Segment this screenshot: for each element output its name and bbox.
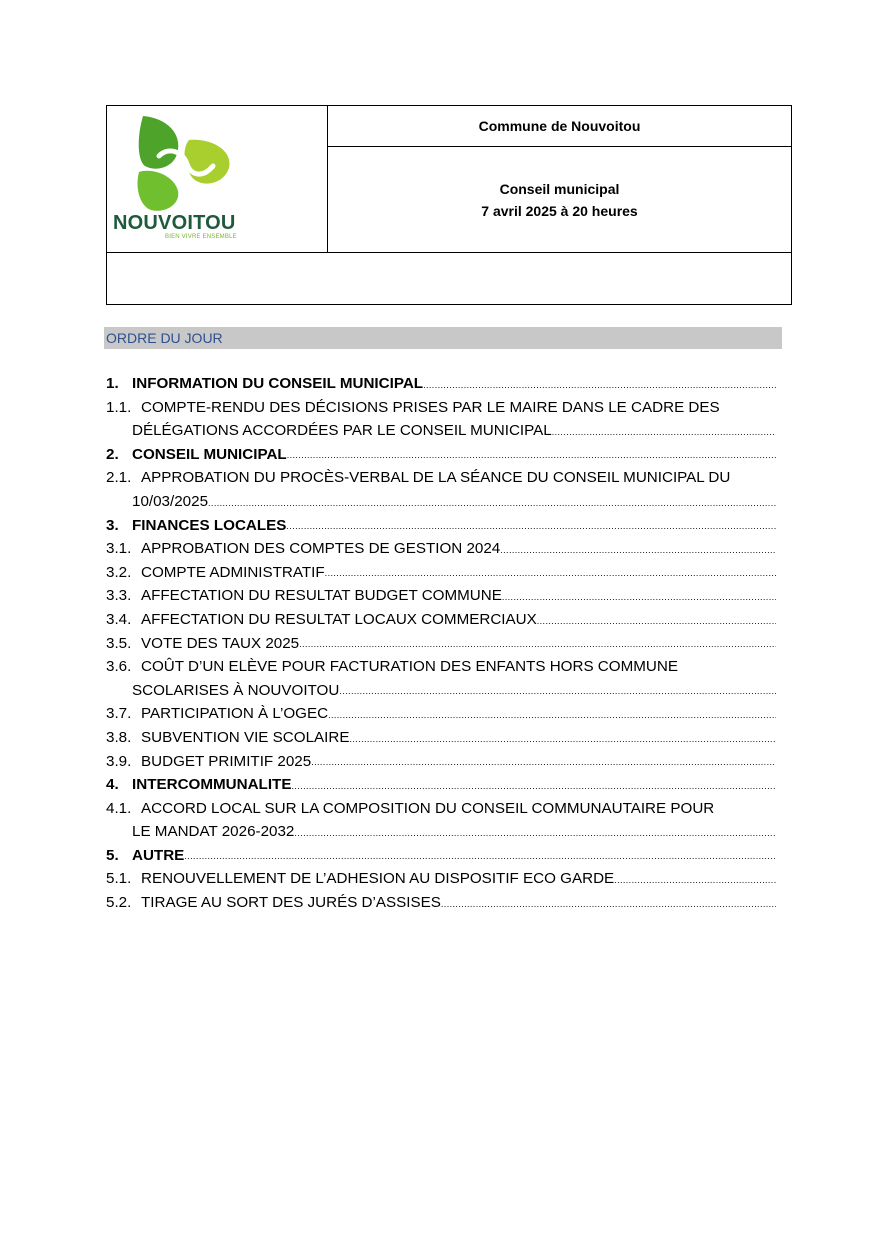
toc-leader-dots — [423, 378, 776, 396]
toc-entry — [106, 490, 776, 514]
meeting-date: 7 avril 2025 à 20 heures — [481, 202, 638, 219]
toc-entry — [106, 584, 776, 608]
toc-entry-text: FINANCES LOCALES — [132, 516, 287, 534]
toc-entry-number: 3.8. — [106, 728, 132, 746]
logo-name: NOUVOITOU — [113, 212, 236, 234]
toc-entry — [106, 867, 776, 891]
toc-leader-dots — [287, 448, 776, 466]
toc-entry-number: 5.2. — [106, 894, 132, 912]
toc-entry-number: 3. — [106, 516, 119, 534]
toc-entry — [106, 608, 776, 632]
toc-entry — [106, 679, 776, 703]
toc-entry-text: DÉLÉGATIONS ACCORDÉES PAR LE CONSEIL MUNICIPAL — [132, 422, 552, 440]
toc-leader-dots — [184, 849, 776, 867]
toc-entry-number: 3.5. — [106, 634, 132, 652]
toc-entry-number: 1. — [106, 375, 119, 392]
toc-entry — [106, 443, 776, 467]
toc-entry-number: 3.2. — [106, 563, 132, 581]
toc-entry-number: 1.1. — [106, 398, 132, 416]
toc-entry-number: 5. — [106, 846, 119, 864]
toc-entry-text: BUDGET PRIMITIF 2025 — [141, 752, 312, 770]
toc-entry — [106, 537, 776, 561]
toc-entry-text: COMPTE-RENDU DES DÉCISIONS PRISES PAR LE MAIRE DANS LE CADRE DES — [141, 398, 720, 416]
toc-entry-text: PARTICIPATION À L’OGEC — [141, 705, 329, 723]
toc-entry-text: AUTRE — [132, 846, 185, 864]
section-title: ORDRE DU JOUR — [104, 327, 782, 349]
toc-entry — [106, 750, 776, 774]
toc-leader-dots — [537, 614, 776, 632]
toc-entry-number: 4. — [106, 776, 119, 794]
toc-entry-number: 3.3. — [106, 587, 132, 605]
toc-entry — [106, 844, 776, 868]
toc-leader-dots — [325, 566, 776, 584]
toc-entry — [106, 773, 776, 797]
toc-entry-number: 3.9. — [106, 752, 132, 770]
toc-entry-text: VOTE DES TAUX 2025 — [141, 634, 300, 652]
toc-entry-text: SUBVENTION VIE SCOLAIRE — [141, 728, 350, 746]
toc-entry — [106, 396, 776, 420]
toc-leader-dots — [208, 496, 776, 514]
toc-entry — [106, 702, 776, 726]
toc-entry-text: AFFECTATION DU RESULTAT LOCAUX COMMERCIAUX — [141, 610, 537, 628]
toc-entry-text: INFORMATION DU CONSEIL MUNICIPAL — [132, 375, 424, 392]
meeting-title: Conseil municipal — [499, 180, 620, 197]
toc-leader-dots — [441, 897, 776, 915]
toc-entry — [106, 561, 776, 585]
toc-entry-number: 3.1. — [106, 540, 132, 558]
toc-entry — [106, 372, 776, 396]
toc-entry — [106, 466, 776, 490]
toc-entry-text: APPROBATION DES COMPTES DE GESTION 2024 — [141, 540, 501, 558]
toc-entry — [106, 632, 776, 656]
toc-entry — [106, 797, 776, 821]
toc-entry — [106, 726, 776, 750]
toc-leader-dots — [502, 590, 776, 608]
toc-leader-dots — [294, 826, 776, 844]
toc-entry-number: 3.6. — [106, 658, 132, 676]
toc-entry-text: RENOUVELLEMENT DE L’ADHESION AU DISPOSITIF ECO GARDE — [141, 870, 615, 888]
toc-entry-number: 2.1. — [106, 469, 132, 487]
toc-entry-number: 5.1. — [106, 870, 132, 888]
toc-entry — [106, 655, 776, 679]
meeting-cell — [328, 147, 791, 252]
nouvoitou-logo-icon — [137, 116, 237, 214]
toc-leader-dots — [349, 732, 776, 750]
toc-entry — [106, 891, 776, 915]
toc-entry-text: COMPTE ADMINISTRATIF — [141, 563, 325, 581]
toc-entry-text: COÛT D’UN ELÈVE POUR FACTURATION DES ENFANTS HORS COMMUNE — [141, 658, 678, 676]
toc-leader-dots — [339, 684, 776, 702]
toc-leader-dots — [500, 543, 776, 561]
toc-entry-number: 4.1. — [106, 799, 132, 817]
toc-entry-text: LE MANDAT 2026-2032 — [132, 823, 295, 841]
toc-entry — [106, 514, 776, 538]
table-of-contents — [106, 372, 776, 915]
toc-entry-text: APPROBATION DU PROCÈS-VERBAL DE LA SÉANCE DU CONSEIL MUNICIPAL DU — [141, 469, 731, 487]
toc-entry — [106, 820, 776, 844]
toc-leader-dots — [286, 519, 776, 537]
header-table — [106, 105, 792, 305]
commune-name: Commune de Nouvoitou — [328, 106, 791, 147]
toc-entry — [106, 419, 776, 443]
toc-entry-text: INTERCOMMUNALITE — [132, 776, 292, 794]
toc-leader-dots — [614, 873, 776, 891]
toc-entry-text: ACCORD LOCAL SUR LA COMPOSITION DU CONSEIL COMMUNAUTAIRE POUR — [141, 799, 715, 817]
toc-leader-dots — [299, 637, 776, 655]
toc-entry-number: 3.7. — [106, 705, 132, 723]
toc-entry-text: TIRAGE AU SORT DES JURÉS D’ASSISES — [141, 894, 441, 912]
toc-entry-number: 3.4. — [106, 610, 132, 628]
logo-cell — [107, 106, 328, 252]
toc-entry-text: 10/03/2025 — [132, 492, 209, 510]
toc-leader-dots — [328, 708, 776, 726]
toc-entry-text: SCOLARISES À NOUVOITOU — [132, 681, 340, 699]
toc-entry-text: CONSEIL MUNICIPAL — [132, 445, 287, 463]
toc-leader-dots — [552, 425, 776, 443]
toc-entry-text: AFFECTATION DU RESULTAT BUDGET COMMUNE — [141, 587, 502, 605]
toc-entry-number: 2. — [106, 445, 119, 463]
header-empty-row — [107, 252, 791, 304]
logo-tagline: BIEN VIVRE ENSEMBLE — [165, 234, 237, 240]
toc-leader-dots — [311, 755, 776, 773]
toc-leader-dots — [291, 779, 776, 797]
